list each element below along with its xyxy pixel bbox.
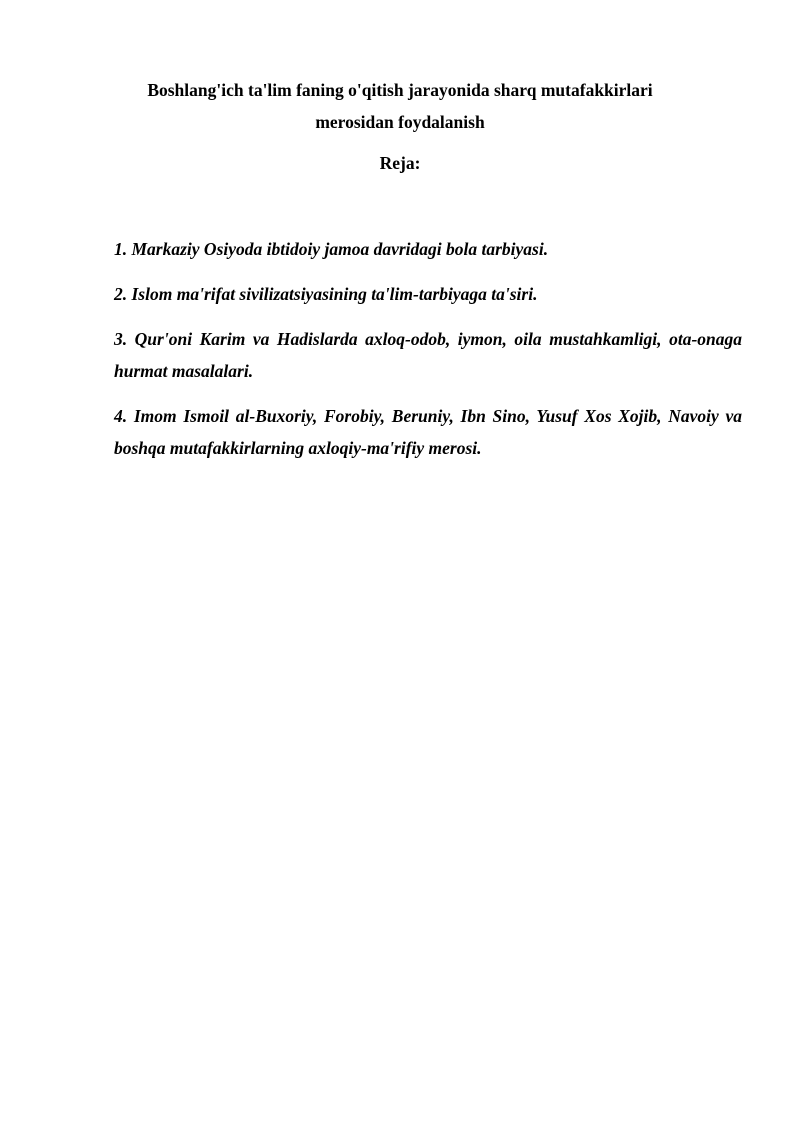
plan-list <box>114 233 742 477</box>
plan-heading: Reja: <box>379 153 421 173</box>
plan-item: 1. Markaziy Osiyoda ibtidoiy jamoa davridagi bola tarbiyasi. <box>114 239 549 259</box>
plan-item: 4. Imom Ismoil al-Buxoriy, Forobiy, Beruniy, Ibn Sino, Yusuf Xos Xojib, Navoiy va boshqa mutafakkirlarning axloqiy-ma'rifiy merosi. <box>114 406 742 458</box>
plan-item: 2. Islom ma'rifat sivilizatsiyasining ta'lim-tarbiyaga ta'siri. <box>114 284 538 304</box>
plan-item: 3. Qur'oni Karim va Hadislarda axloq-odob, iymon, oila mustahkamligi, ota-onaga hurmat masalalari. <box>114 329 742 381</box>
document-title: Boshlang'ich ta'lim faning o'qitish jarayonida sharq mutafakkirlari merosidan foydalanish <box>147 80 653 132</box>
